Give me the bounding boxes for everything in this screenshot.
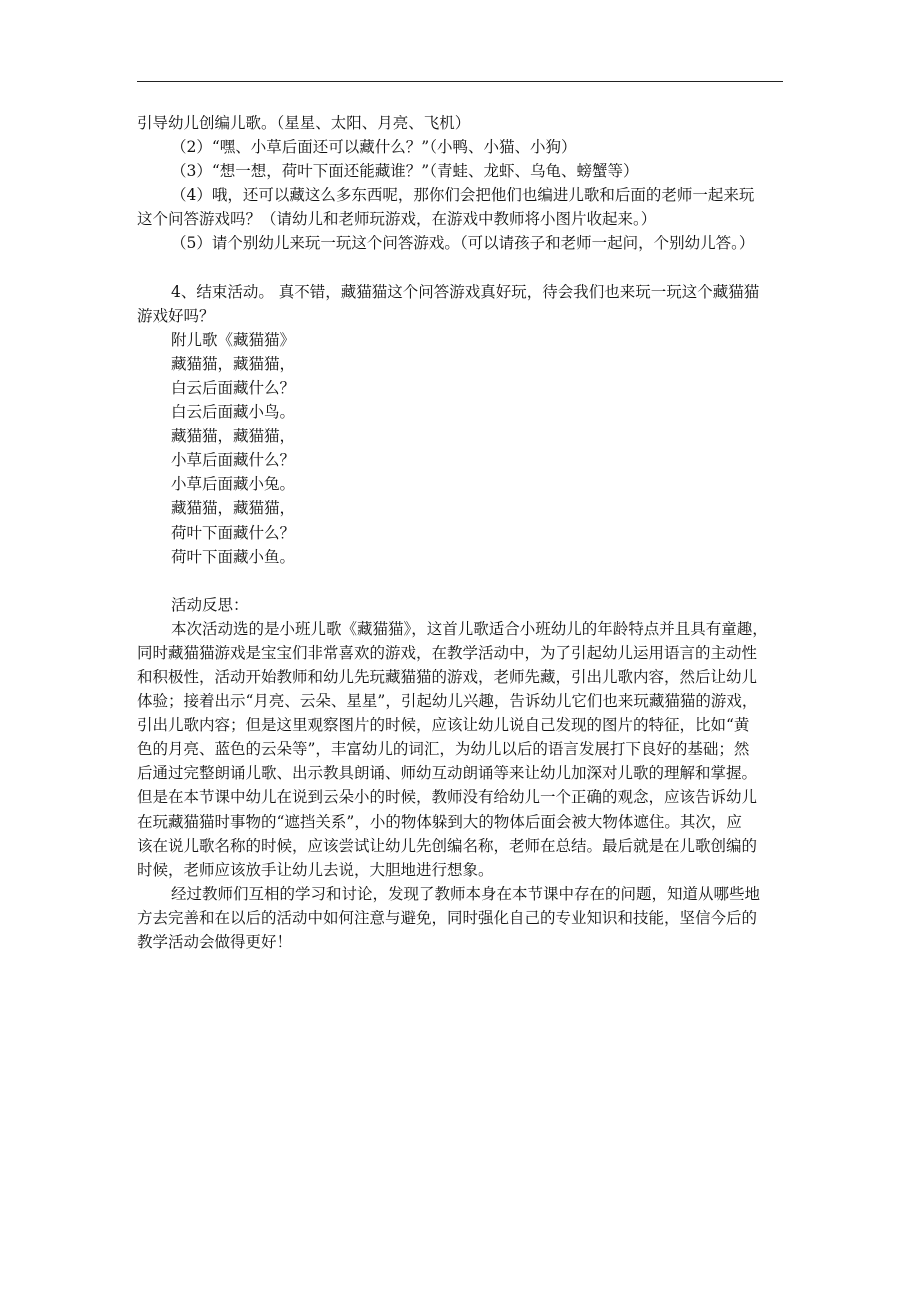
poem-line: 藏猫猫，藏猫猫， (171, 427, 296, 446)
section-3-lead: 引导幼儿创编儿歌。（星星、太阳、月亮、飞机） (137, 114, 471, 132)
reflection-line: 本次活动选的是小班儿歌《藏猫猫》，这首儿歌适合小班幼儿的年龄特点并且具有童趣， (171, 619, 768, 638)
reflection-line: 方去完善和在以后的活动中如何注意与避免，同时强化自己的专业知识和技能，坚信今后的 (137, 908, 758, 927)
reflection-line: 引出儿歌内容；但是这里观察图片的时候，应该让幼儿说自己发现的图片的特征，比如“黄 (137, 716, 750, 735)
reflection-line: 后通过完整朗诵儿歌、出示教具朗诵、师幼互动朗诵等来让幼儿加深对儿歌的理解和掌握。 (137, 764, 758, 783)
header-rule (137, 81, 783, 82)
step-2: （2）“嘿、小草后面还可以藏什么？”（小鸭、小猫、小狗） (171, 138, 577, 157)
poem-line: 藏猫猫，藏猫猫， (171, 499, 296, 518)
section-4-heading: 4、结束活动。 真不错，藏猫猫这个问答游戏真好玩，待会我们也来玩一玩这个藏猫猫 (171, 282, 760, 301)
reflection-line: 体验；接着出示“月亮、云朵、星星”，引起幼儿兴趣，告诉幼儿它们也来玩藏猫猫的游戏， (137, 692, 758, 711)
poem-line: 白云后面藏小鸟。 (171, 403, 296, 422)
reflection-heading: 活动反思： (171, 595, 249, 614)
poem-line: 荷叶下面藏什么？ (171, 523, 296, 542)
reflection-line: 同时藏猫猫游戏是宝宝们非常喜欢的游戏，在教学活动中，为了引起幼儿运用语言的主动性 (137, 643, 758, 662)
reflection-line: 但是在本节课中幼儿在说到云朵小的时候，教师没有给幼儿一个正确的观念，应该告诉幼儿 (137, 788, 758, 807)
spacer (137, 256, 789, 280)
reflection-line: 经过教师们互相的学习和讨论，发现了教师本身在本节课中存在的问题，知道从哪些地 (171, 884, 761, 903)
step-4-continued: 这个问答游戏吗？（请幼儿和老师玩游戏，在游戏中教师将小图片收起来。） (137, 210, 657, 229)
spacer (137, 569, 789, 593)
poem-line: 藏猫猫，藏猫猫， (171, 354, 296, 373)
document-body (137, 111, 789, 954)
reflection-line: 色的月亮、蓝色的云朵等”，丰富幼儿的词汇，为幼儿以后的语言发展打下良好的基础；然 (137, 740, 750, 759)
reflection-line: 教学活动会做得更好！ (137, 933, 293, 951)
poem-title: 附儿歌《藏猫猫》 (171, 330, 296, 349)
reflection-line: 时候，老师应该放手让幼儿去说，大胆地进行想象。 (137, 860, 494, 879)
poem-line: 小草后面藏什么？ (171, 451, 296, 470)
section-4-continued: 游戏好吗？ (137, 306, 215, 325)
step-3: （3）“想一想，荷叶下面还能藏谁？”（青蛙、龙虾、乌龟、螃蟹等） (171, 162, 639, 181)
poem-line: 荷叶下面藏小鱼。 (171, 547, 296, 566)
reflection-line: 和积极性，活动开始教师和幼儿先玩藏猫猫的游戏，老师先藏，引出儿歌内容，然后让幼儿 (137, 667, 758, 686)
step-4: （4）哦，还可以藏这么多东西呢，那你们会把他们也编进儿歌和后面的老师一起来玩 (171, 186, 755, 205)
step-5: （5）请个别幼儿来玩一玩这个问答游戏。（可以请孩子和老师一起问，个别幼儿答。） (171, 234, 755, 253)
reflection-line: 在玩藏猫猫时事物的“遮挡关系”，小的物体躲到大的物体后面会被大物体遮住。其次，应 (137, 812, 742, 831)
poem-line: 白云后面藏什么？ (171, 378, 296, 397)
reflection-line: 该在说儿歌名称的时候，应该尝试让幼儿先创编名称，老师在总结。最后就是在儿歌创编的 (137, 836, 758, 855)
poem-line: 小草后面藏小兔。 (171, 475, 296, 494)
